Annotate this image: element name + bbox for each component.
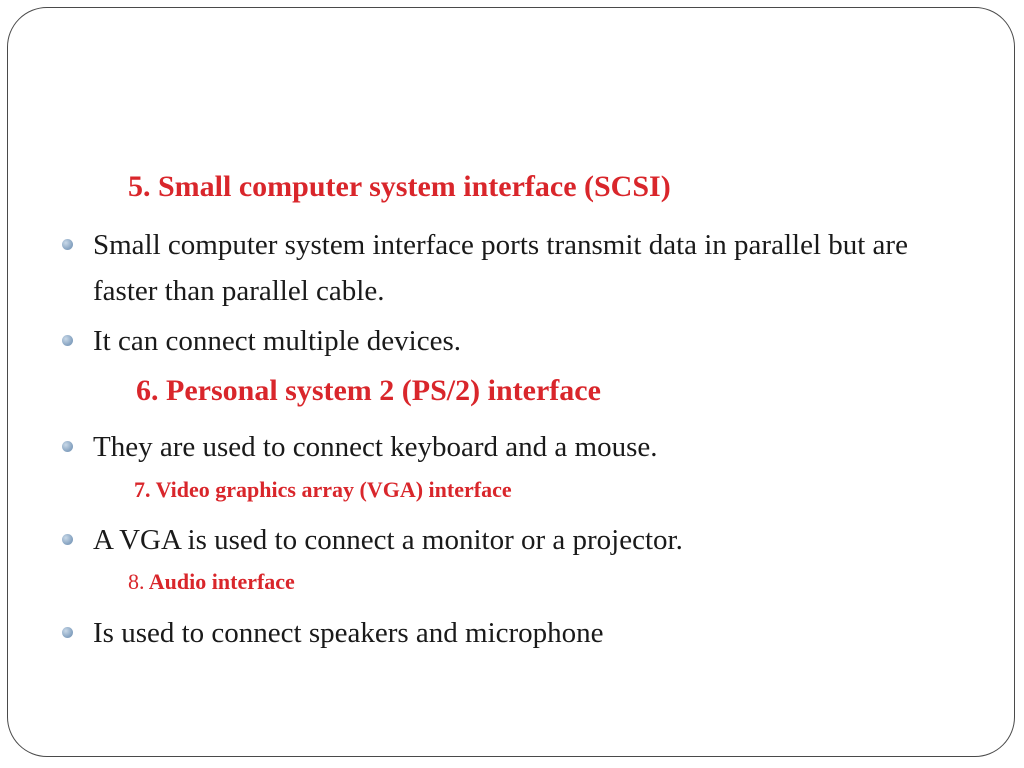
section-title: Video graphics array (VGA) interface: [155, 477, 512, 502]
bullet-dot-icon: [62, 335, 73, 346]
section-number: 8.: [128, 569, 145, 594]
bullet-dot-icon: [62, 534, 73, 545]
bullet-dot-icon: [62, 627, 73, 638]
section-heading-audio: [128, 569, 295, 595]
section-number: 7.: [134, 477, 151, 502]
bullet-text: It can connect multiple devices.: [93, 325, 461, 357]
bullet-text: Is used to connect speakers and microphone: [93, 617, 604, 649]
bullet-text: A VGA is used to connect a monitor or a projector.: [93, 524, 683, 556]
section-heading-scsi: [128, 170, 671, 204]
section-title: Personal system 2 (PS/2) interface: [166, 374, 601, 407]
section-title: Audio interface: [148, 569, 295, 594]
bullet-dot-icon: [62, 239, 73, 250]
bullet-dot-icon: [62, 441, 73, 452]
section-heading-vga: [134, 477, 512, 503]
section-number: 6.: [136, 374, 159, 407]
bullet-text: They are used to connect keyboard and a mouse.: [93, 431, 658, 463]
section-number: 5.: [128, 170, 151, 203]
section-title: Small computer system interface (SCSI): [158, 170, 671, 203]
section-heading-ps2: [136, 374, 601, 408]
bullet-text: Small computer system interface ports transmit data in parallel but are faster than parallel cable.: [93, 229, 908, 307]
